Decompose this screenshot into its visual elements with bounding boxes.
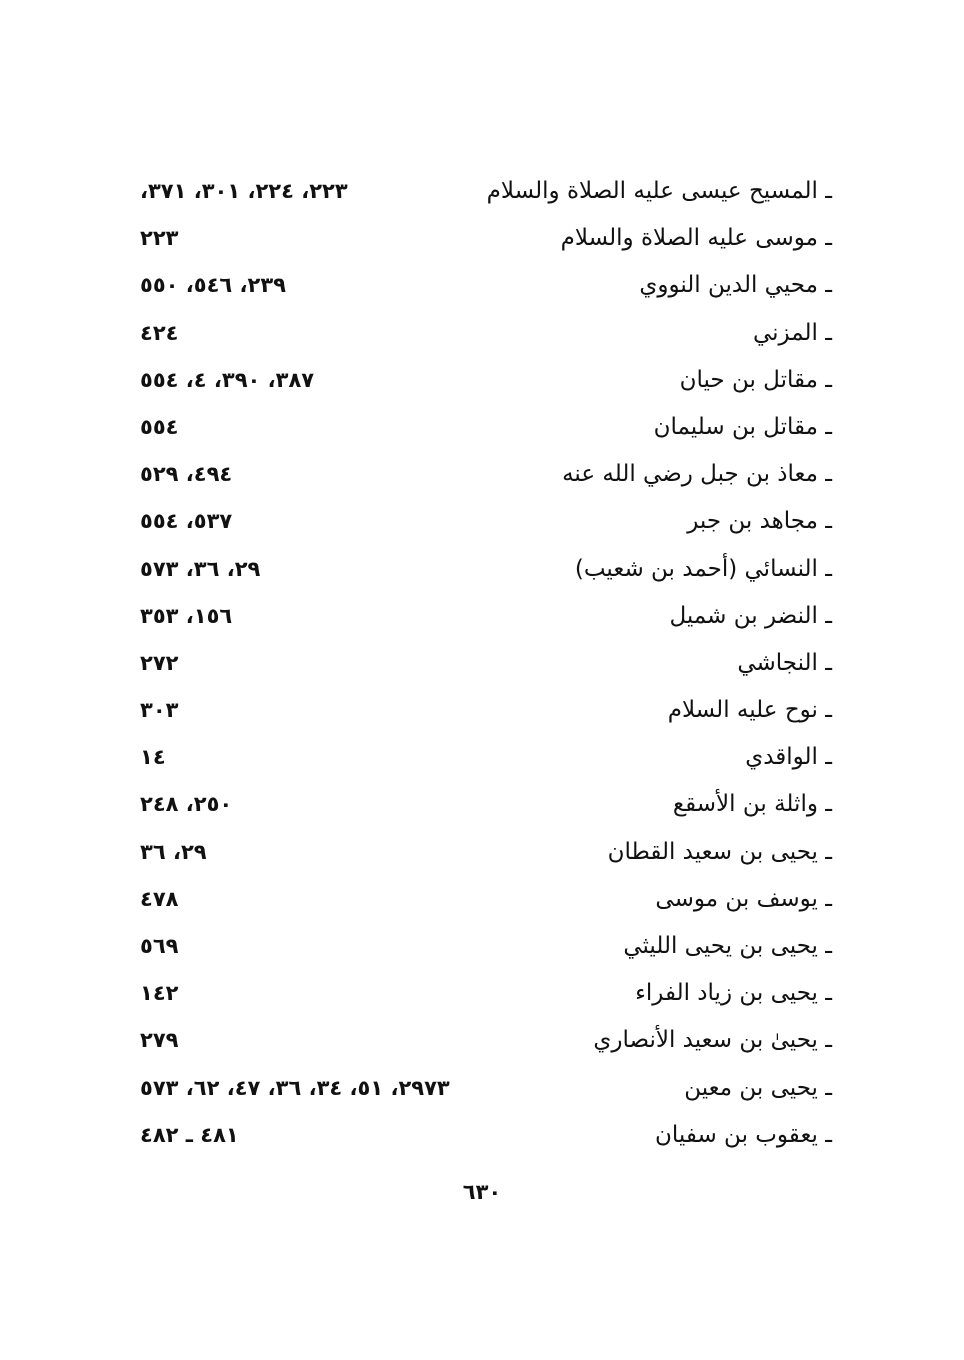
index-entry bbox=[130, 923, 832, 970]
entry-pages: ٢٩، ٣٦، ٥٧٣ bbox=[140, 556, 261, 581]
entry-pages: ٢٢٣، ٢٢٤، ٣٠١، ٣٧١، bbox=[140, 179, 348, 203]
entry-name: ـ يعقوب بن سفيان bbox=[655, 1121, 832, 1148]
index-entry bbox=[130, 1112, 832, 1159]
index-entry bbox=[130, 593, 832, 640]
index-entry bbox=[130, 1065, 832, 1112]
index-entry bbox=[130, 687, 832, 734]
entry-name: ـ المزني bbox=[752, 319, 832, 346]
index-entry bbox=[130, 310, 832, 357]
entry-pages: ٢٣٩، ٥٤٦، ٥٥٠ bbox=[140, 273, 286, 298]
index-entry bbox=[130, 734, 832, 781]
index-entry bbox=[130, 262, 832, 309]
entry-pages: ٢٩، ٣٦ bbox=[140, 839, 207, 864]
entry-pages: ٤٨١ ـ ٤٨٢ bbox=[140, 1122, 239, 1147]
entry-pages: ٤٢٤ bbox=[140, 320, 179, 345]
entry-name: ـ محيي الدين النووي bbox=[639, 272, 832, 299]
entry-pages: ٥٦٩ bbox=[140, 934, 179, 958]
entry-pages: ٢٥٠، ٢٤٨ bbox=[140, 792, 233, 817]
entry-pages: ٤٧٨ bbox=[140, 886, 179, 911]
entry-pages: ٣٠٣ bbox=[140, 698, 179, 723]
entry-pages: ٢٩٧٣، ٥١، ٣٤، ٣٦، ٤٧، ٦٢، ٥٧٣ bbox=[140, 1075, 450, 1100]
index-entry bbox=[130, 970, 832, 1017]
index-entry bbox=[130, 215, 832, 262]
entry-pages: ١٤٢ bbox=[140, 981, 179, 1006]
entry-pages: ١٥٦، ٣٥٣ bbox=[140, 603, 233, 628]
index-entry bbox=[130, 829, 832, 876]
index-entry bbox=[130, 640, 832, 687]
entry-name: ـ يحيىٰ بن سعيد الأنصاري bbox=[593, 1027, 832, 1054]
entry-name: ـ النسائي (أحمد بن شعيب) bbox=[574, 555, 832, 582]
index-entry bbox=[130, 546, 832, 593]
index-entry bbox=[130, 404, 832, 451]
entry-name: ـ النجاشي bbox=[737, 649, 832, 676]
index-entry bbox=[130, 357, 832, 404]
entry-name: ـ يحيى بن سعيد القطان bbox=[607, 838, 832, 865]
name-index-list bbox=[130, 168, 832, 1159]
page-number: ٦٣٠ bbox=[462, 1180, 502, 1204]
entry-pages: ٢٧٩ bbox=[140, 1028, 179, 1053]
entry-name: ـ مجاهد بن جبر bbox=[687, 508, 832, 535]
entry-pages: ٢٧٢ bbox=[140, 650, 179, 675]
index-entry bbox=[130, 498, 832, 545]
entry-name: ـ نوح عليه السلام bbox=[667, 697, 832, 724]
entry-name: ـ موسى عليه الصلاة والسلام bbox=[560, 225, 832, 252]
entry-name: ـ يحيى بن يحيى الليثي bbox=[623, 933, 832, 959]
index-entry bbox=[130, 876, 832, 923]
index-entry bbox=[130, 168, 832, 215]
entry-name: ـ معاذ بن جبل رضي الله عنه bbox=[562, 461, 832, 488]
entry-pages: ٥٣٧، ٥٥٤ bbox=[140, 509, 233, 534]
index-entry bbox=[130, 1017, 832, 1064]
entry-pages: ٥٥٤ bbox=[140, 414, 179, 439]
entry-pages: ٤٩٤، ٥٢٩ bbox=[140, 462, 233, 487]
entry-pages: ٣٨٧، ٣٩٠، ٤، ٥٥٤ bbox=[140, 367, 315, 392]
entry-name: ـ المسيح عيسى عليه الصلاة والسلام bbox=[486, 178, 832, 204]
entry-pages: ٢٢٣ bbox=[140, 226, 179, 251]
entry-name: ـ يحيى بن معين bbox=[684, 1074, 832, 1101]
index-entry bbox=[130, 451, 832, 498]
entry-name: ـ مقاتل بن سليمان bbox=[653, 413, 832, 440]
entry-name: ـ واثلة بن الأسقع bbox=[672, 791, 832, 818]
entry-pages: ١٤ bbox=[140, 745, 166, 770]
entry-name: ـ النضر بن شميل bbox=[669, 602, 832, 629]
index-entry bbox=[130, 781, 832, 828]
entry-name: ـ الواقدي bbox=[745, 744, 832, 771]
entry-name: ـ يحيى بن زياد الفراء bbox=[635, 980, 832, 1007]
entry-name: ـ يوسف بن موسى bbox=[655, 885, 832, 912]
entry-name: ـ مقاتل بن حيان bbox=[679, 366, 832, 393]
